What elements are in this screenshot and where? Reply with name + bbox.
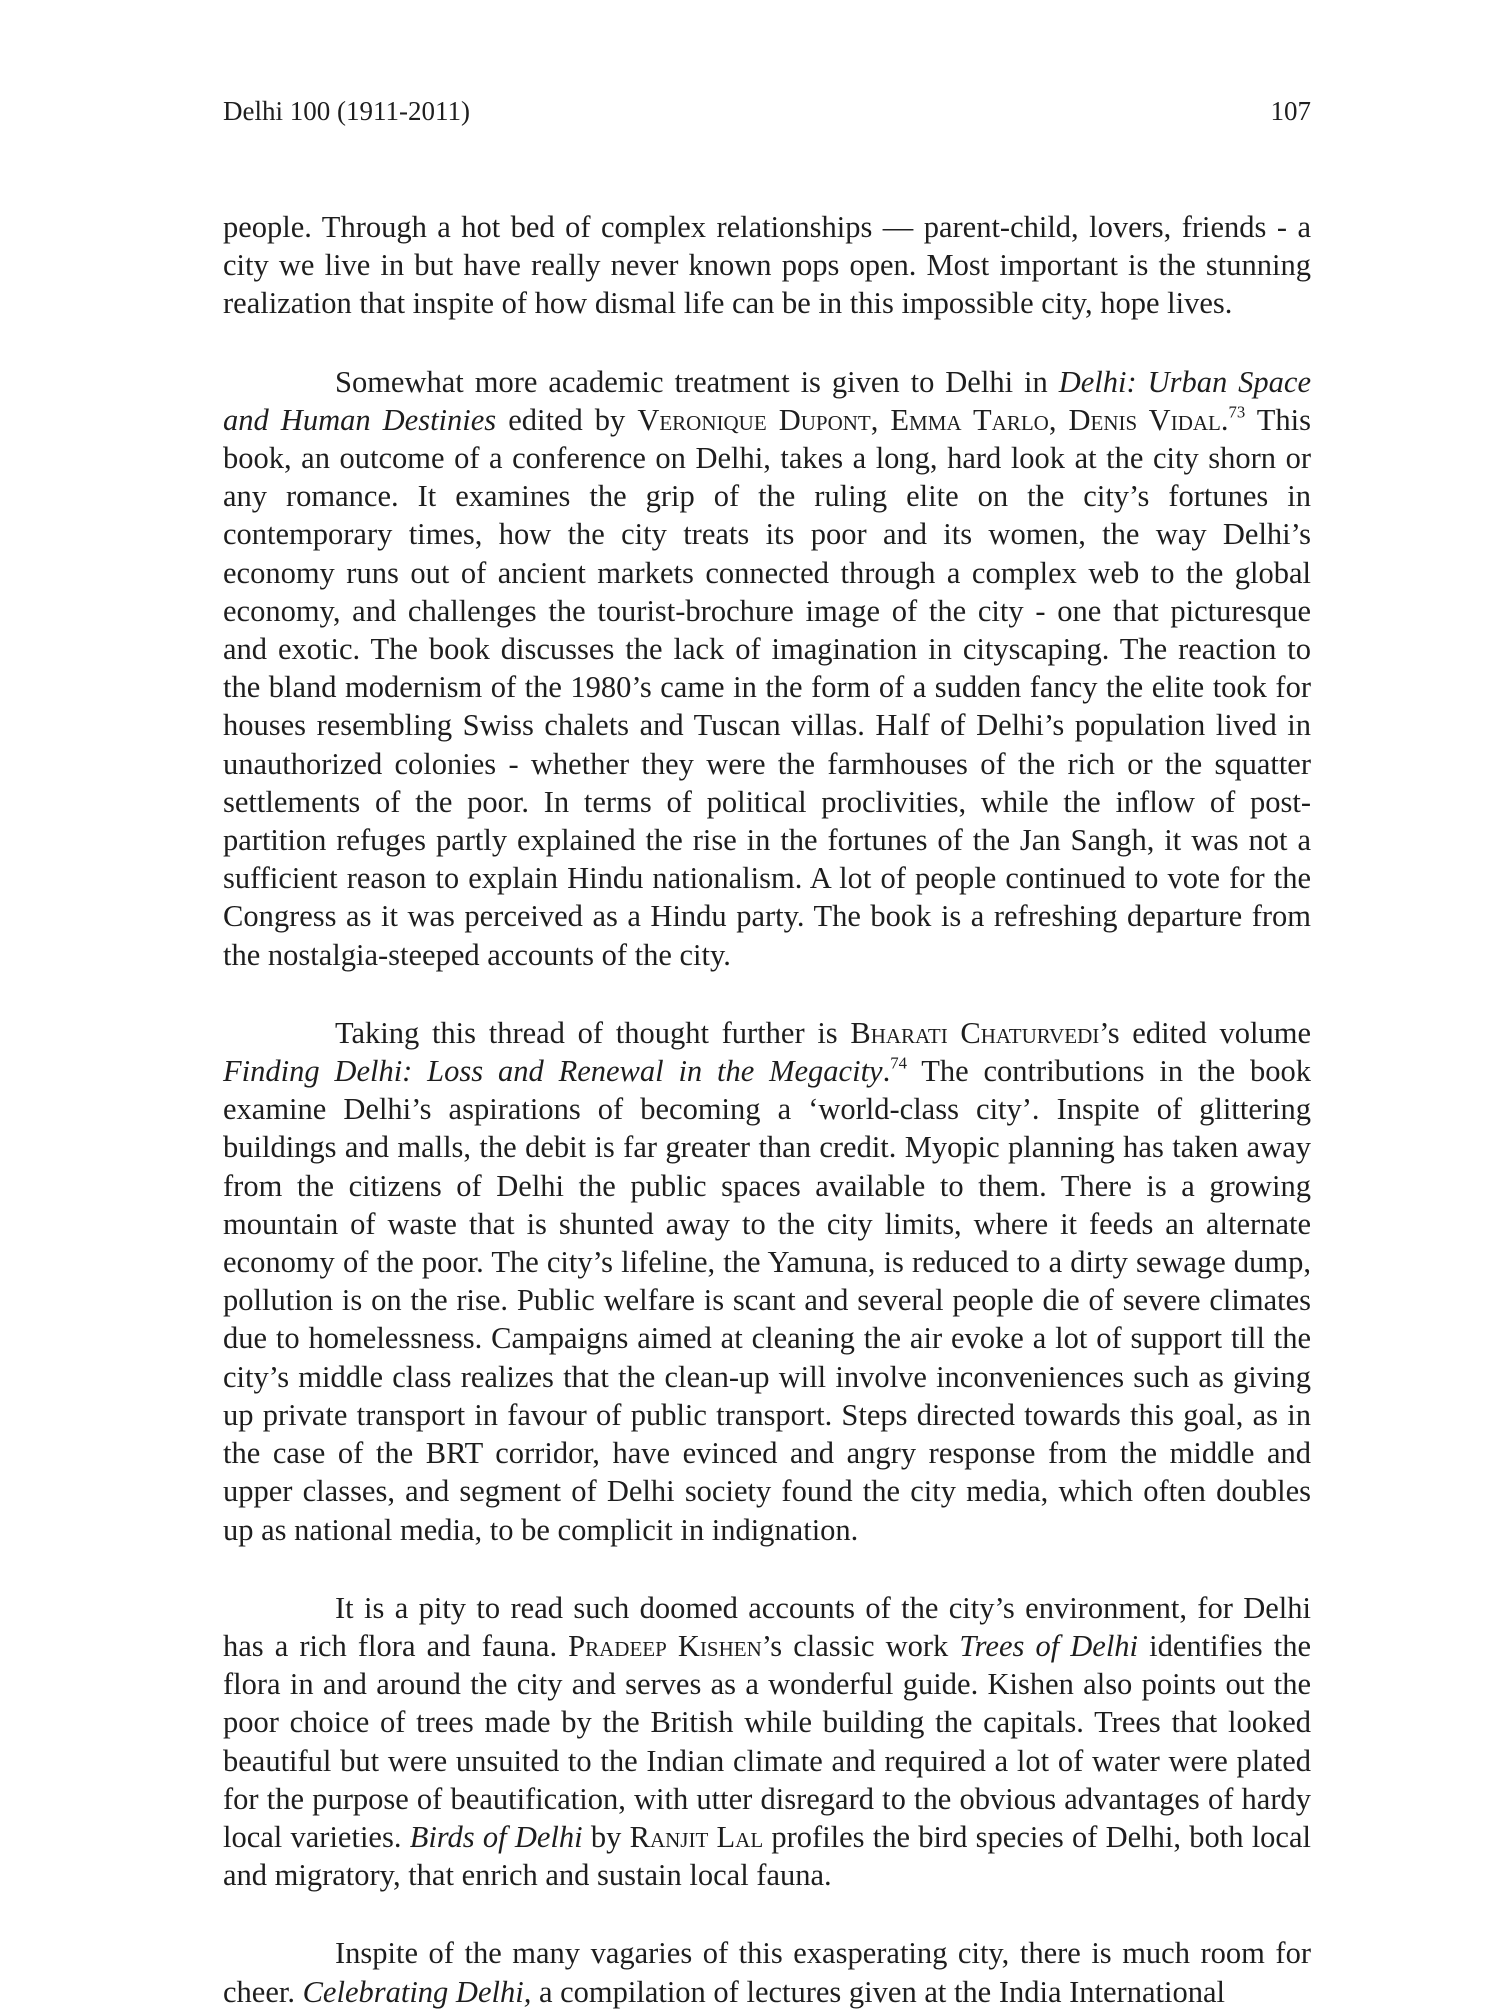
editor-names: Veronique Dupont, Emma Tarlo, Denis Vidal. [637,402,1229,437]
body-text [223,208,1311,2011]
page-number: 107 [1270,96,1311,126]
book-title: Birds of Delhi [409,1819,583,1854]
running-title: Delhi 100 (1911-2011) [223,96,470,126]
footnote-ref: 74 [890,1053,907,1073]
paragraph-urban-space: Somewhat more academic treatment is given to Delhi in Delhi: Urban Space and Human Destinies edited by Veronique Dupont, Emma Tarlo, Denis Vidal.$^{73}$ This book, an outcome of a conference on Delhi, takes a long, hard look at the city shorn or any romance. It examines the grip of the ruling elite on the city’s fortunes in contemporary times, how the city treats its poor and its women, the way Delhi’s economy runs out of ancient markets connected through a complex web to the global economy, and challenges the tourist-brochure image of the city - one that picturesque and exotic. The book discusses the lack of imagination in cityscaping. The reaction to the bland modernism of the 1980’s came in the form of a sudden fancy the elite took for houses resembling Swiss chalets and Tuscan villas. Half of Delhi’s population lived in unauthorized colonies - whether they were the farmhouses of the rich or the squatter settlements of the poor. In terms of political proclivities, while the inflow of post-partition refuges partly explained the rise in the fortunes of the Jan Sangh, it was not a sufficient reason to explain Hindu nationalism. A lot of people continued to vote for the Congress as it was perceived as a Hindu party. The book is a refreshing departure from the nostalgia-steeped accounts of the city. [223,364,1311,972]
paragraph-text: people. Through a hot bed of complex relationships — parent-child, lovers, friends - a city we live in but have really never known pops open. Most important is the stunning realization that inspite of how dismal life can be in this impossible city, hope lives. [223,210,1311,321]
editor-name: Bharati Chaturvedi [850,1015,1100,1050]
book-title: Delhi: Urban Space and Human Destinies [223,364,1311,437]
footnote-ref: 73 [1228,402,1246,422]
book-title: Celebrating Delhi, [302,1974,532,2009]
author-name: Pradeep Kishen [568,1628,762,1663]
running-header [223,96,1311,132]
book-title: Trees of Delhi [959,1628,1139,1663]
paragraph-finding-delhi: Taking this thread of thought further is Bharati Chaturvedi’s edited volume Finding Delhi: Loss and Renewal in the Megacity.$^{74}$ The contributions in the book examine Delhi’s aspirations of becoming a ‘world-class city’. Inspite of glittering buildings and malls, the debit is far greater than credit. Myopic planning has taken away from the citizens of Delhi the public spaces available to them. There is a growing mountain of waste that is shunted away to the city limits, where it feeds an alternate economy of the poor. The city’s lifeline, the Yamuna, is reduced to a dirty sewage dump, pollution is on the rise. Public welfare is scant and several people die of severe climates due to homelessness. Campaigns aimed at cleaning the air evoke a lot of support till the city’s middle class realizes that the clean-up will involve inconveniences such as giving up private transport in favour of public transport. Steps directed towards this goal, as in the case of the BRT corridor, have evinced and angry response from the middle and upper classes, and segment of Delhi society found the city media, which often doubles up as national media, to be complicit in indignation. [223,1015,1311,1547]
author-name: Ranjit Lal [629,1819,764,1854]
book-title: Finding Delhi: Loss and Renewal in the Megacity [223,1054,883,1089]
paragraph-continued [223,208,1311,323]
paragraph-celebrating-delhi: Inspite of the many vagaries of this exasperating city, there is much room for cheer. Celebrating Delhi, a compilation of lectures given at the India International [223,1936,1311,2009]
paragraph-flora-fauna: It is a pity to read such doomed accounts of the city’s environment, for Delhi has a rich flora and fauna. Pradeep Kishen’s classic work Trees of Delhi identifies the flora in and around the city and serves as a wonderful guide. Kishen also points out the poor choice of trees made by the British while building the capitals. Trees that looked beautiful but were unsuited to the Indian climate and required a lot of water were plated for the purpose of beautification, with utter disregard to the obvious advantages of hardy local varieties. Birds of Delhi by Ranjit Lal profiles the bird species of Delhi, both local and migratory, that enrich and sustain local fauna. [223,1590,1311,1893]
